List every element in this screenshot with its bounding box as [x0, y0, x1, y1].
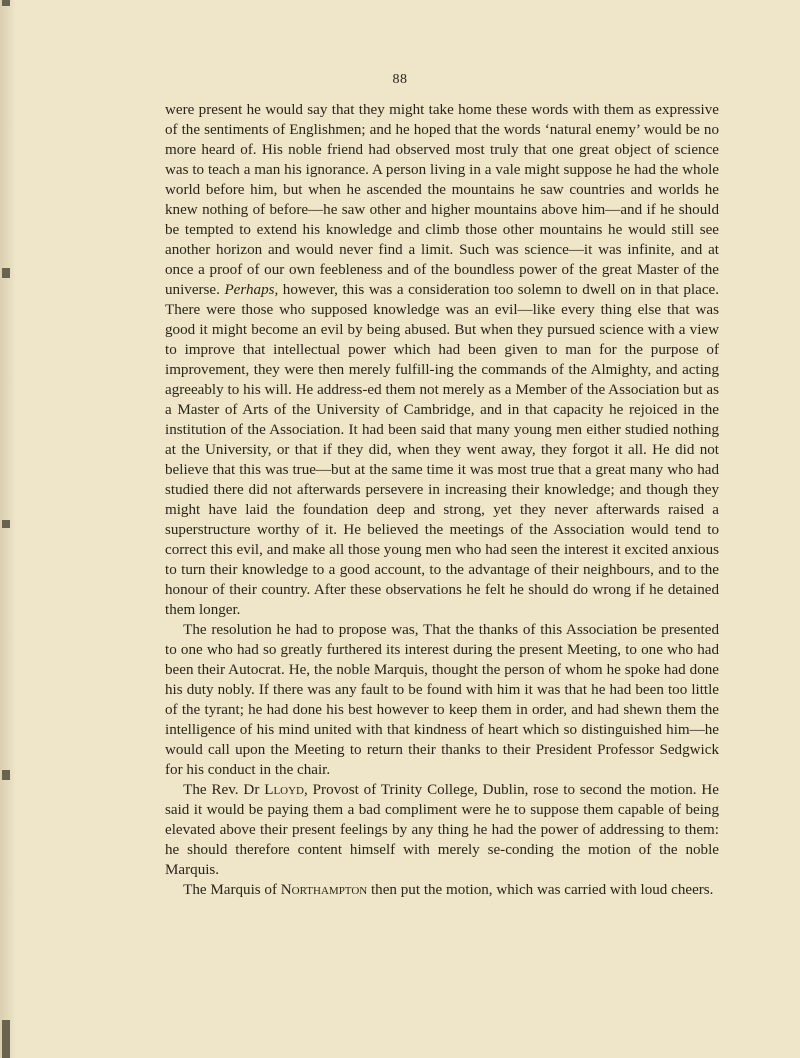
- paragraph: [165, 780, 719, 880]
- text-run: The Marquis of: [183, 882, 281, 898]
- text-run: then put the motion, which was carried with loud cheers.: [367, 882, 714, 898]
- text-run: , Provost of Trinity College, Dublin, rose to second the motion. He said it would be paying them a bad compliment were he to suppose them capable of being elevated above their present feelings by any thing he had the power of addressing to them: he should therefore content himself with merely se-conding the motion of the noble Marquis.: [165, 782, 719, 878]
- binding-mark: [2, 1020, 10, 1058]
- text-run: The resolution he had to propose was, That the thanks of this Association be presented to one who had so greatly furthered its interest during the present Meeting, to one who had been their Autocrat. He, the noble Marquis, thought the person of whom he spoke had done his duty nobly. If there was any fault to be found with him it was that he had been too little of the tyrant; he had done his best however to keep them in order, and had shewn them the intelligence of his mind united with that kindness of heart which so distinguished him—he would call upon the Meeting to return their thanks to their President Professor Sedgwick for his conduct in the chair.: [165, 622, 719, 778]
- page-number: 88: [392, 72, 408, 87]
- binding-mark: [2, 520, 10, 528]
- text-run: Perhaps,: [224, 282, 279, 298]
- page-binding-edge: [0, 0, 14, 1058]
- paragraph: [165, 880, 719, 900]
- binding-mark: [2, 770, 10, 780]
- binding-mark: [2, 0, 10, 6]
- text-run: The Rev. Dr: [183, 782, 265, 798]
- body-text: [165, 100, 719, 900]
- text-run: Lloyd: [264, 782, 305, 798]
- text-run: Northampton: [280, 882, 368, 898]
- binding-mark: [2, 268, 10, 278]
- paragraph: [165, 100, 719, 620]
- text-run: however, this was a consideration too solemn to dwell on in that place. There were those who supposed knowledge was an evil—like every thing else that was good it might become an evil by being abused. But when they pursued science with a view to improve that intellectual power which had been given to man for the purpose of improvement, they were then merely fulfill-ing the commands of the Almighty, and acting agreeably to his will. He address-ed them not merely as a Member of the Association but as a Master of Arts of the University of Cambridge, and in that capacity he rejoiced in the institution of the Association. It had been said that many young men either studied nothing at the University, or that if they did, when they went away, they forgot it all. He did not believe that this was true—but at the same time it was most true that a great many who had studied there did not afterwards persevere in increasing their knowledge; and though they might have laid the foundation deep and strong, yet they never afterwards raised a superstructure worthy of it. He believed the meetings of the Association would tend to correct this evil, and make all those young men who had seen the interest it excited anxious to turn their knowledge to a good account, to the advantage of their neighbours, and to the honour of their country. After these observations he felt he should do wrong if he detained them longer.: [165, 282, 719, 618]
- text-run: were present he would say that they might take home these words with them as expressive of the sentiments of Englishmen; and he hoped that the words ‘natural enemy’ would be no more heard of. His noble friend had observed most truly that one great object of science was to teach a man his ignorance. A person living in a vale might suppose he had the whole world before him, but when he ascended the mountains he saw countries and worlds he knew nothing of before—he saw other and higher mountains above him—and if he should be tempted to extend his knowledge and climb those other mountains he would still see another horizon and would never find a limit. Such was science—it was infinite, and at once a proof of our own feebleness and of the boundless power of the great Master of the universe.: [165, 102, 719, 298]
- paragraph: [165, 620, 719, 780]
